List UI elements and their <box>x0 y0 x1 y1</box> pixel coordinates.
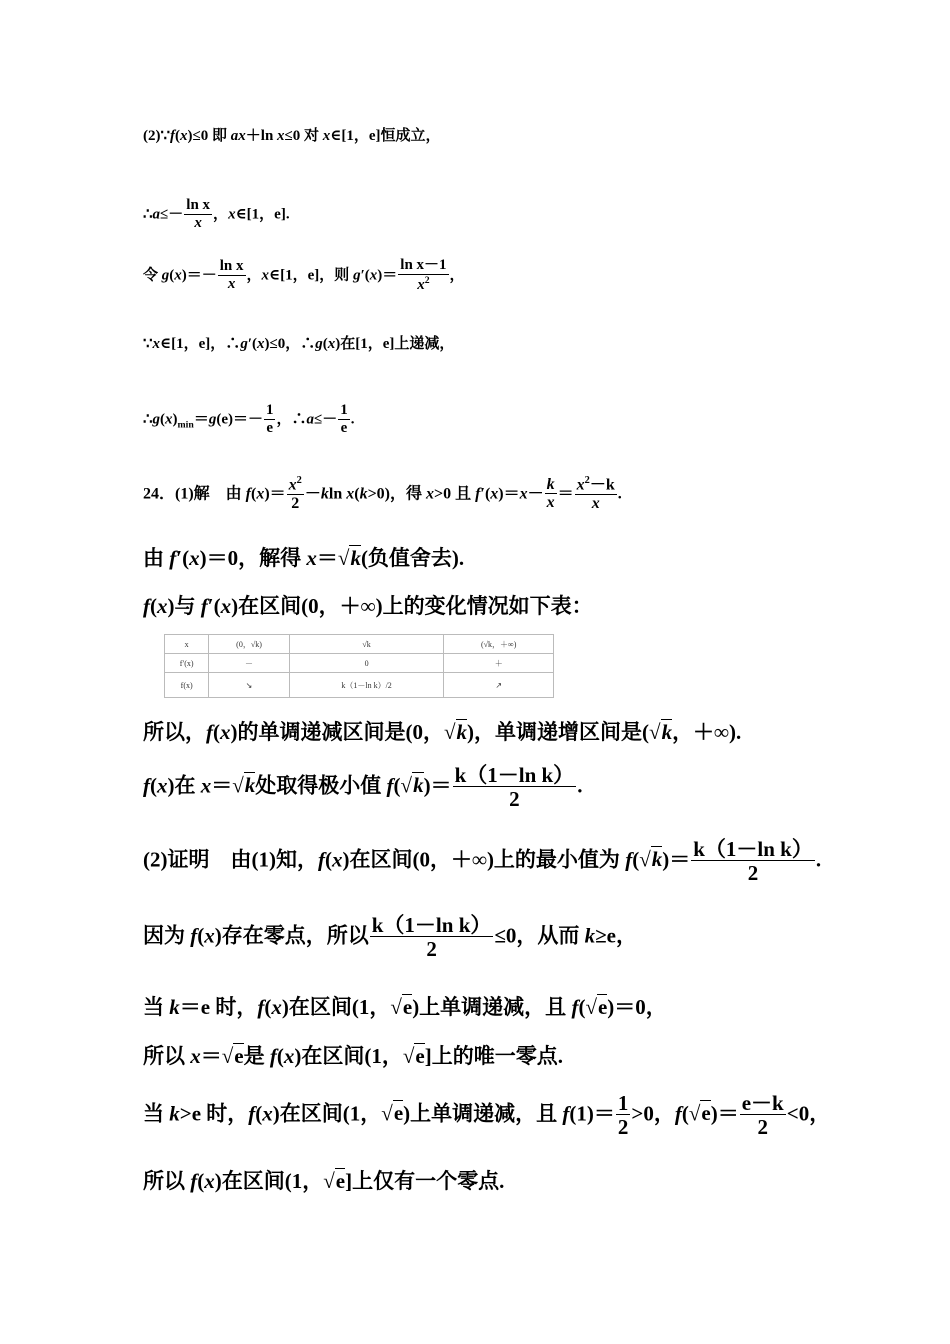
table-cell: ↘ <box>209 673 289 698</box>
fraction: $\frac{\text{ln x－1}}{x^2}$ <box>400 257 447 293</box>
fraction: $\frac{e-k}{2}$ <box>741 1091 784 1140</box>
table-row <box>165 654 554 673</box>
part2-line-3: 令 g(x)＝－ $\frac{\text{ln x}}{x}$ ，x∈[1，e]，则 g′(x)＝ $\frac{\text{ln x－1}}{x^2}$ ， <box>143 257 465 293</box>
table-cell: √k <box>289 635 444 654</box>
fraction: $\frac{\text{k（1－ln k）}}{2}$ <box>693 837 813 886</box>
part2-line-4: ∵x∈[1，e]，∴g′(x)≤0，∴g(x)在[1，e]上递减， <box>143 336 455 352</box>
table-row <box>165 673 554 698</box>
table-cell: 0 <box>289 654 444 673</box>
fraction: $\frac{1}{2}$ <box>617 1091 629 1140</box>
table-cell: ↗ <box>444 673 554 698</box>
fraction: $\frac{1}{e}$ <box>340 402 348 436</box>
q24-line-4: 所以，f(x)的单调递减区间是(0，√k)，单调递增区间是(√k，＋∞). <box>143 720 742 744</box>
table-cell: x <box>165 635 209 654</box>
variation-table <box>164 634 554 698</box>
q24-line-11: 所以 f(x)在区间(1，√e]上仅有一个零点. <box>143 1169 505 1193</box>
fraction: $\frac{\text{ln x}}{x}$ <box>186 197 211 231</box>
table-cell: f(x) <box>165 673 209 698</box>
table-cell: k（1－ln k）/2 <box>289 673 444 698</box>
q24-line-8: 当 k＝e 时，f(x)在区间(1，√e)上单调递减，且 f(√e)＝0， <box>143 995 667 1019</box>
fraction: $\frac{x^2}{2}$ <box>288 475 302 513</box>
fraction: $\frac{1}{e}$ <box>265 402 274 436</box>
q24-line-10: 当 k>e 时，f(x)在区间(1，√e)上单调递减，且 f(1)＝ $\frac{1}{2}$ >0，f(√e)＝ $\frac{e-k}{2}$ <0， <box>143 1091 831 1140</box>
q24-line-1: 24．(1)解 由 f(x)＝ $\frac{x^2}{2}$ －kln x(k>0)，得 x>0 且 f′(x)＝x－ $\frac{k}{x}$ ＝ $\frac{x^2-k}{x}$ . <box>143 475 622 513</box>
table-row <box>165 635 554 654</box>
q24-line-5: f(x)在 x＝√k处取得极小值 f(√k)＝ $\frac{\text{k（1－ln k）}}{2}$ . <box>143 763 583 812</box>
fraction: $\frac{\text{ln x}}{x}$ <box>219 258 244 292</box>
table-cell: (0，√k) <box>209 635 289 654</box>
part2-line-5: $\therefore g(x)_{min}=g(e)=-$ $\frac{1}{e}$ ，∴a≤－ $\frac{1}{e}$ . <box>143 402 355 436</box>
q24-line-3: f(x)与 f′(x)在区间(0，＋∞)上的变化情况如下表： <box>143 594 593 618</box>
table-cell: f′(x) <box>165 654 209 673</box>
table-cell: ＋ <box>444 654 554 673</box>
part2-line-1: (2)∵f(x)≤0 即 ax＋ln x≤0 对 x∈[1，e]恒成立， <box>143 128 441 144</box>
q24-line-6: (2)证明 由(1)知，f(x)在区间(0，＋∞)上的最小值为 f(√k)＝ $\frac{\text{k（1－ln k）}}{2}$ . <box>143 837 822 886</box>
q24-line-2: 由 f′(x)＝0，解得 x＝√k(负值舍去). <box>143 546 465 570</box>
fraction: $\frac{\text{k（1－ln k）}}{2}$ <box>371 913 492 962</box>
fraction: $\frac{\text{k（1－ln k）}}{2}$ <box>454 763 575 812</box>
q24-line-7: 因为 f(x)存在零点，所以 $\frac{\text{k（1－ln k）}}{2}$ ≤0，从而 k≥e， <box>143 913 638 962</box>
table-cell: (√k，＋∞) <box>444 635 554 654</box>
fraction: $\frac{x^2-k}{x}$ <box>576 475 615 513</box>
q24-line-9: 所以 x＝√e是 f(x)在区间(1，√e]上的唯一零点. <box>143 1044 563 1068</box>
table-cell: － <box>209 654 289 673</box>
fraction: $\frac{k}{x}$ <box>546 475 555 512</box>
part2-line-2: ∴a≤－ $\frac{\text{ln x}}{x}$ ，x∈[1，e]. <box>143 197 290 231</box>
